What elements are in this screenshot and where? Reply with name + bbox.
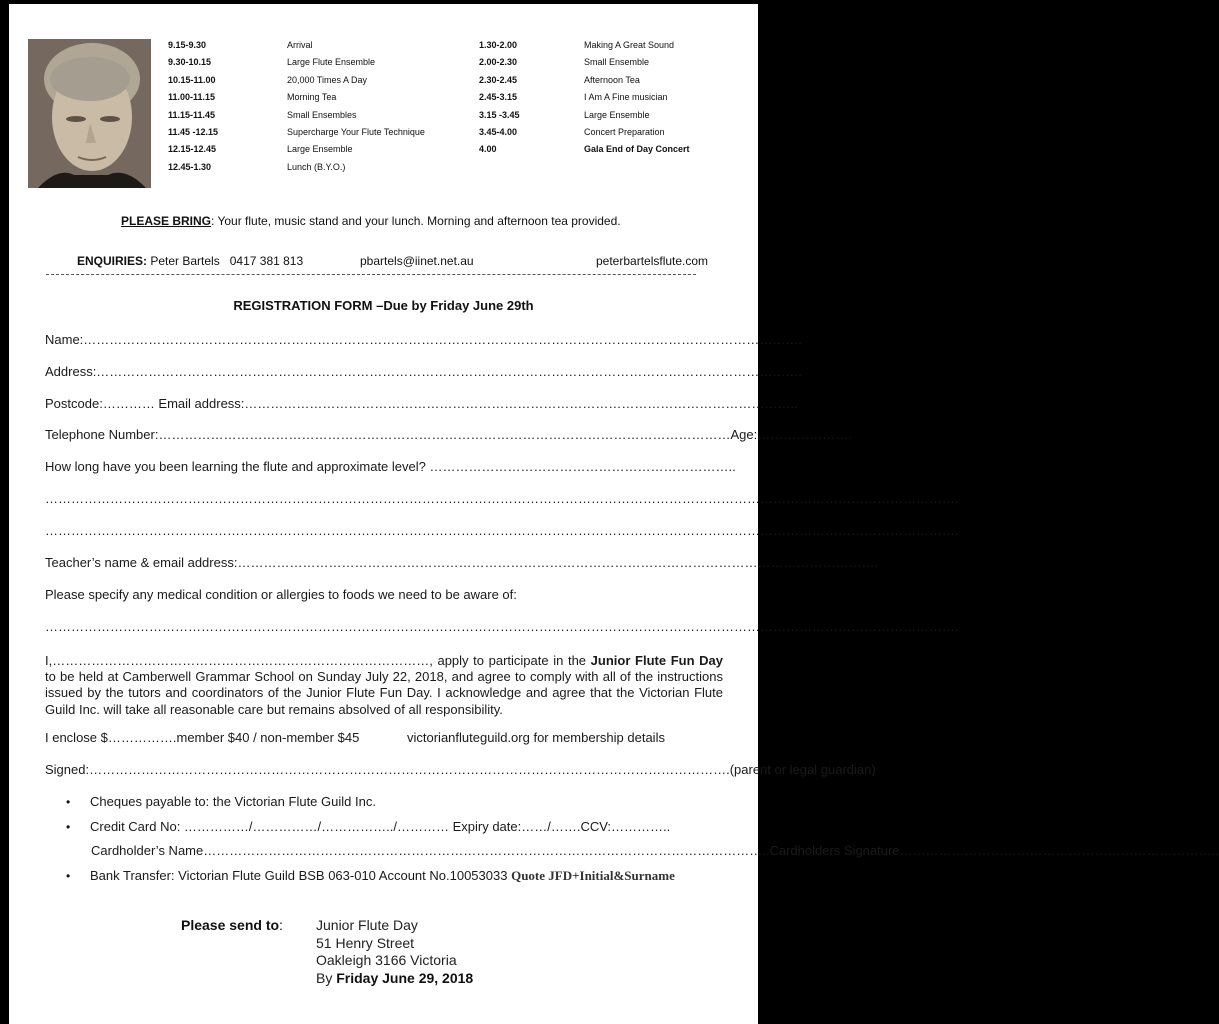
declaration-paragraph xyxy=(45,653,723,718)
schedule-activity: Morning Tea xyxy=(287,92,337,103)
enquiries-contact xyxy=(77,254,303,268)
bullet-icon: • xyxy=(66,869,71,883)
flute-experience-line-2[interactable]: …………………………………………………………………………………………………………………………………………………………………………………………. xyxy=(45,491,959,506)
medical-condition-label: Please specify any medical condition or allergies to foods we need to be aware of: xyxy=(45,587,517,602)
schedule-time: 10.15-11.00 xyxy=(168,74,216,85)
telephone-age-field[interactable]: Telephone Number:……………………………………………………………………………………………………………………Age:…………………. xyxy=(45,427,852,442)
enquiries-website[interactable]: peterbartelsflute.com xyxy=(596,254,709,268)
portrait-image xyxy=(28,39,151,188)
schedule-activity: Large Ensemble xyxy=(287,144,353,155)
schedule-activity: Afternoon Tea xyxy=(584,74,640,85)
schedule-activity-gala: Gala End of Day Concert xyxy=(584,144,690,155)
schedule-afternoon-activities xyxy=(584,37,690,159)
registration-page xyxy=(9,4,1219,1024)
enquiries-email[interactable]: pbartels@iinet.net.au xyxy=(360,254,474,268)
credit-card-field[interactable]: Credit Card No: ……………/……………/……………../………… Expiry date:……/…….CCV:………….. xyxy=(90,819,671,834)
schedule-time: 11.00-11.15 xyxy=(168,92,216,103)
send-deadline xyxy=(316,970,473,988)
schedule-time: 9.15-9.30 xyxy=(168,40,207,50)
bullet-icon: • xyxy=(66,820,71,834)
tutor-photo xyxy=(28,39,151,188)
cut-line-divider xyxy=(46,274,696,275)
schedule-time: 2.45-3.15 xyxy=(479,92,518,103)
schedule-time: 4.00 xyxy=(479,144,497,155)
name-field[interactable]: Name:…………………………………………………………………………………………………………………………………………………. xyxy=(45,332,802,347)
bank-transfer-reference: Quote JFD+Initial&Surname xyxy=(511,868,675,883)
cardholder-field[interactable]: Cardholder’s Name…………………………………………………………………………………………………………………..Cardholders Signature……………………………………………………………….. xyxy=(91,843,1219,858)
medical-condition-field[interactable]: …………………………………………………………………………………………………………………………………………………………………………………………. xyxy=(45,619,959,634)
bullet-icon: • xyxy=(66,795,71,809)
enquiries-phone: 0417 381 813 xyxy=(229,254,304,268)
bank-transfer-details: Bank Transfer: Victorian Flute Guild BSB 063-010 Account No.10053033 xyxy=(90,868,512,883)
schedule-activity: Small Ensemble xyxy=(584,57,650,68)
teacher-field[interactable]: Teacher’s name & email address:…………………………………………………………………………………………………………………………………. xyxy=(45,555,879,570)
schedule-activity: Concert Preparation xyxy=(584,127,665,138)
membership-link[interactable]: victorianfluteguild.org for membership details xyxy=(407,730,665,745)
please-bring-note xyxy=(121,214,621,228)
schedule-time: 12.15-12.45 xyxy=(168,144,217,155)
schedule-time: 9.30-10.15 xyxy=(168,57,212,68)
declaration-rest: to be held at Camberwell Grammar School on Sunday July 22, 2018, and agree to comply with all of the instructions issued by the tutors and coordinators of the Junior Flute Fun Day. I acknowledge and agree that the Victorian Flute Guild Inc. will take all reasonable care but remains absolved of all responsibility. xyxy=(45,669,723,717)
schedule-time: 11.45 -12.15 xyxy=(168,127,219,138)
fee-enclose-field[interactable]: I enclose $…………….member $40 / non-member $45 xyxy=(45,730,360,745)
schedule-afternoon-times xyxy=(479,37,520,159)
address-field[interactable]: Address:………………………………………………………………………………………………………………………………………………. xyxy=(45,364,802,379)
flute-experience-field[interactable]: How long have you been learning the flute and approximate level? …………………………………………………………….. xyxy=(45,459,736,474)
send-to-colon: : xyxy=(279,917,283,933)
schedule-activity: Supercharge Your Flute Technique xyxy=(287,127,425,138)
schedule-activity: 20,000 Times A Day xyxy=(287,74,368,85)
schedule-time: 2.00-2.30 xyxy=(479,57,518,68)
schedule-morning-times xyxy=(168,37,218,176)
payment-cheques: Cheques payable to: the Victorian Flute Guild Inc. xyxy=(90,794,376,809)
schedule-time: 12.45-1.30 xyxy=(168,161,212,172)
schedule-time: 2.30-2.45 xyxy=(479,74,518,85)
schedule-time: 1.30-2.00 xyxy=(479,40,518,50)
schedule-activity: Small Ensembles xyxy=(287,109,357,120)
schedule-activity: Large Flute Ensemble xyxy=(287,57,376,68)
signature-field[interactable]: Signed:………………………………………………………………………………………………………………………………….(parent or legal guardian) xyxy=(45,762,876,777)
schedule-activity: Arrival xyxy=(287,40,313,50)
send-deadline-date: Friday June 29, 2018 xyxy=(336,969,474,986)
schedule-activity: Lunch (B.Y.O.) xyxy=(287,161,346,172)
send-by-text: By xyxy=(316,969,337,986)
please-bring-label: PLEASE BRING xyxy=(121,214,212,228)
declaration-event: Junior Flute Fun Day xyxy=(590,653,723,668)
schedule-morning-activities xyxy=(287,37,425,176)
please-bring-text: : Your flute, music stand and your lunch. Morning and afternoon tea provided. xyxy=(211,214,621,228)
send-to-heading: Please send to xyxy=(181,917,280,933)
schedule-activity: I Am A Fine musician xyxy=(584,92,668,103)
schedule-time: 3.45-4.00 xyxy=(479,127,518,138)
enquiries-label: ENQUIRIES: xyxy=(77,254,148,268)
address-line: 51 Henry Street xyxy=(316,934,415,951)
schedule-time: 3.15 -3.45 xyxy=(479,109,520,120)
send-to-label xyxy=(181,917,283,933)
payment-bank-transfer xyxy=(90,868,675,884)
schedule-activity: Large Ensemble xyxy=(584,109,650,120)
flute-experience-line-3[interactable]: …………………………………………………………………………………………………………………………………………………………………………………………. xyxy=(45,523,959,538)
schedule-activity: Making A Great Sound xyxy=(584,40,675,50)
schedule-time: 11.15-11.45 xyxy=(168,109,216,120)
send-to-address xyxy=(316,917,473,987)
address-line: Oakleigh 3166 Victoria xyxy=(316,952,457,968)
postcode-email-field[interactable]: Postcode:………… Email address:……………………………………………………………………………………………………………….. xyxy=(45,396,798,411)
registration-form-title: REGISTRATION FORM –Due by Friday June 29th xyxy=(233,298,534,313)
enquiries-name: Peter Bartels xyxy=(150,254,220,268)
declaration-prefix: I,……………………………………………………………………………, apply to participate in the xyxy=(45,653,591,668)
address-line: Junior Flute Day xyxy=(316,917,418,933)
